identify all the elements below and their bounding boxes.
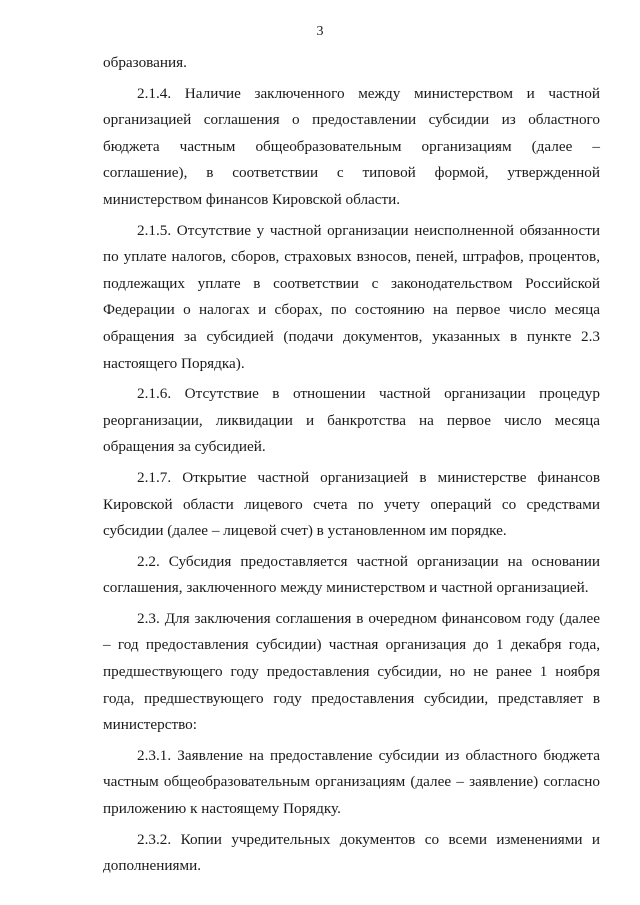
paragraph-continuation: образования.: [103, 54, 187, 71]
paragraph-2-3-1: 2.3.1. Заявление на предоставление субсидии из областного бюджета частным общеобразовательным организациям (далее – заявление) согласно приложению к настоящему Порядку.: [103, 746, 600, 818]
paragraph-2-3: 2.3. Для заключения соглашения в очередном финансовом году (далее – год предоставления субсидии) частная организация до 1 декабря года, предшествующего году предоставления субсидии, но не ранее 1 ноября года, предшествующего году предоставления субсидии, представляет в министерство:: [103, 609, 600, 734]
paragraph-2-2: 2.2. Субсидия предоставляется частной организации на основании соглашения, заключенного между министерством и частной организацией.: [103, 552, 600, 597]
paragraph-2-3-2: 2.3.2. Копии учредительных документов со всеми изменениями и дополнениями.: [103, 830, 600, 875]
page-number: 3: [316, 24, 324, 39]
paragraph-2-1-7: 2.1.7. Открытие частной организацией в министерстве финансов Кировской области лицевого счета по учету операций со средствами субсидии (далее – лицевой счет) в установленном им порядке.: [103, 468, 600, 540]
document-body: [103, 50, 600, 884]
paragraph-2-1-6: 2.1.6. Отсутствие в отношении частной организации процедур реорганизации, ликвидации и банкротства на первое число месяца обращения за субсидией.: [103, 385, 600, 456]
paragraph-2-1-5: 2.1.5. Отсутствие у частной организации неисполненной обязанности по уплате налогов, сборов, страховых взносов, пеней, штрафов, процентов, подлежащих уплате в соответствии с законодательством Российской Федерации о налогах и сборах, по состоянию на первое число месяца обращения за субсидией (подачи документов, указанных в пункте 2.3 настоящего Порядка).: [103, 221, 600, 372]
paragraph-2-1-4: 2.1.4. Наличие заключенного между министерством и частной организацией соглашения о предоставлении субсидии из областного бюджета частным общеобразовательным организациям (далее – соглашение), в соответствии с типовой формой, утвержденной министерством финансов Кировской области.: [103, 84, 600, 208]
